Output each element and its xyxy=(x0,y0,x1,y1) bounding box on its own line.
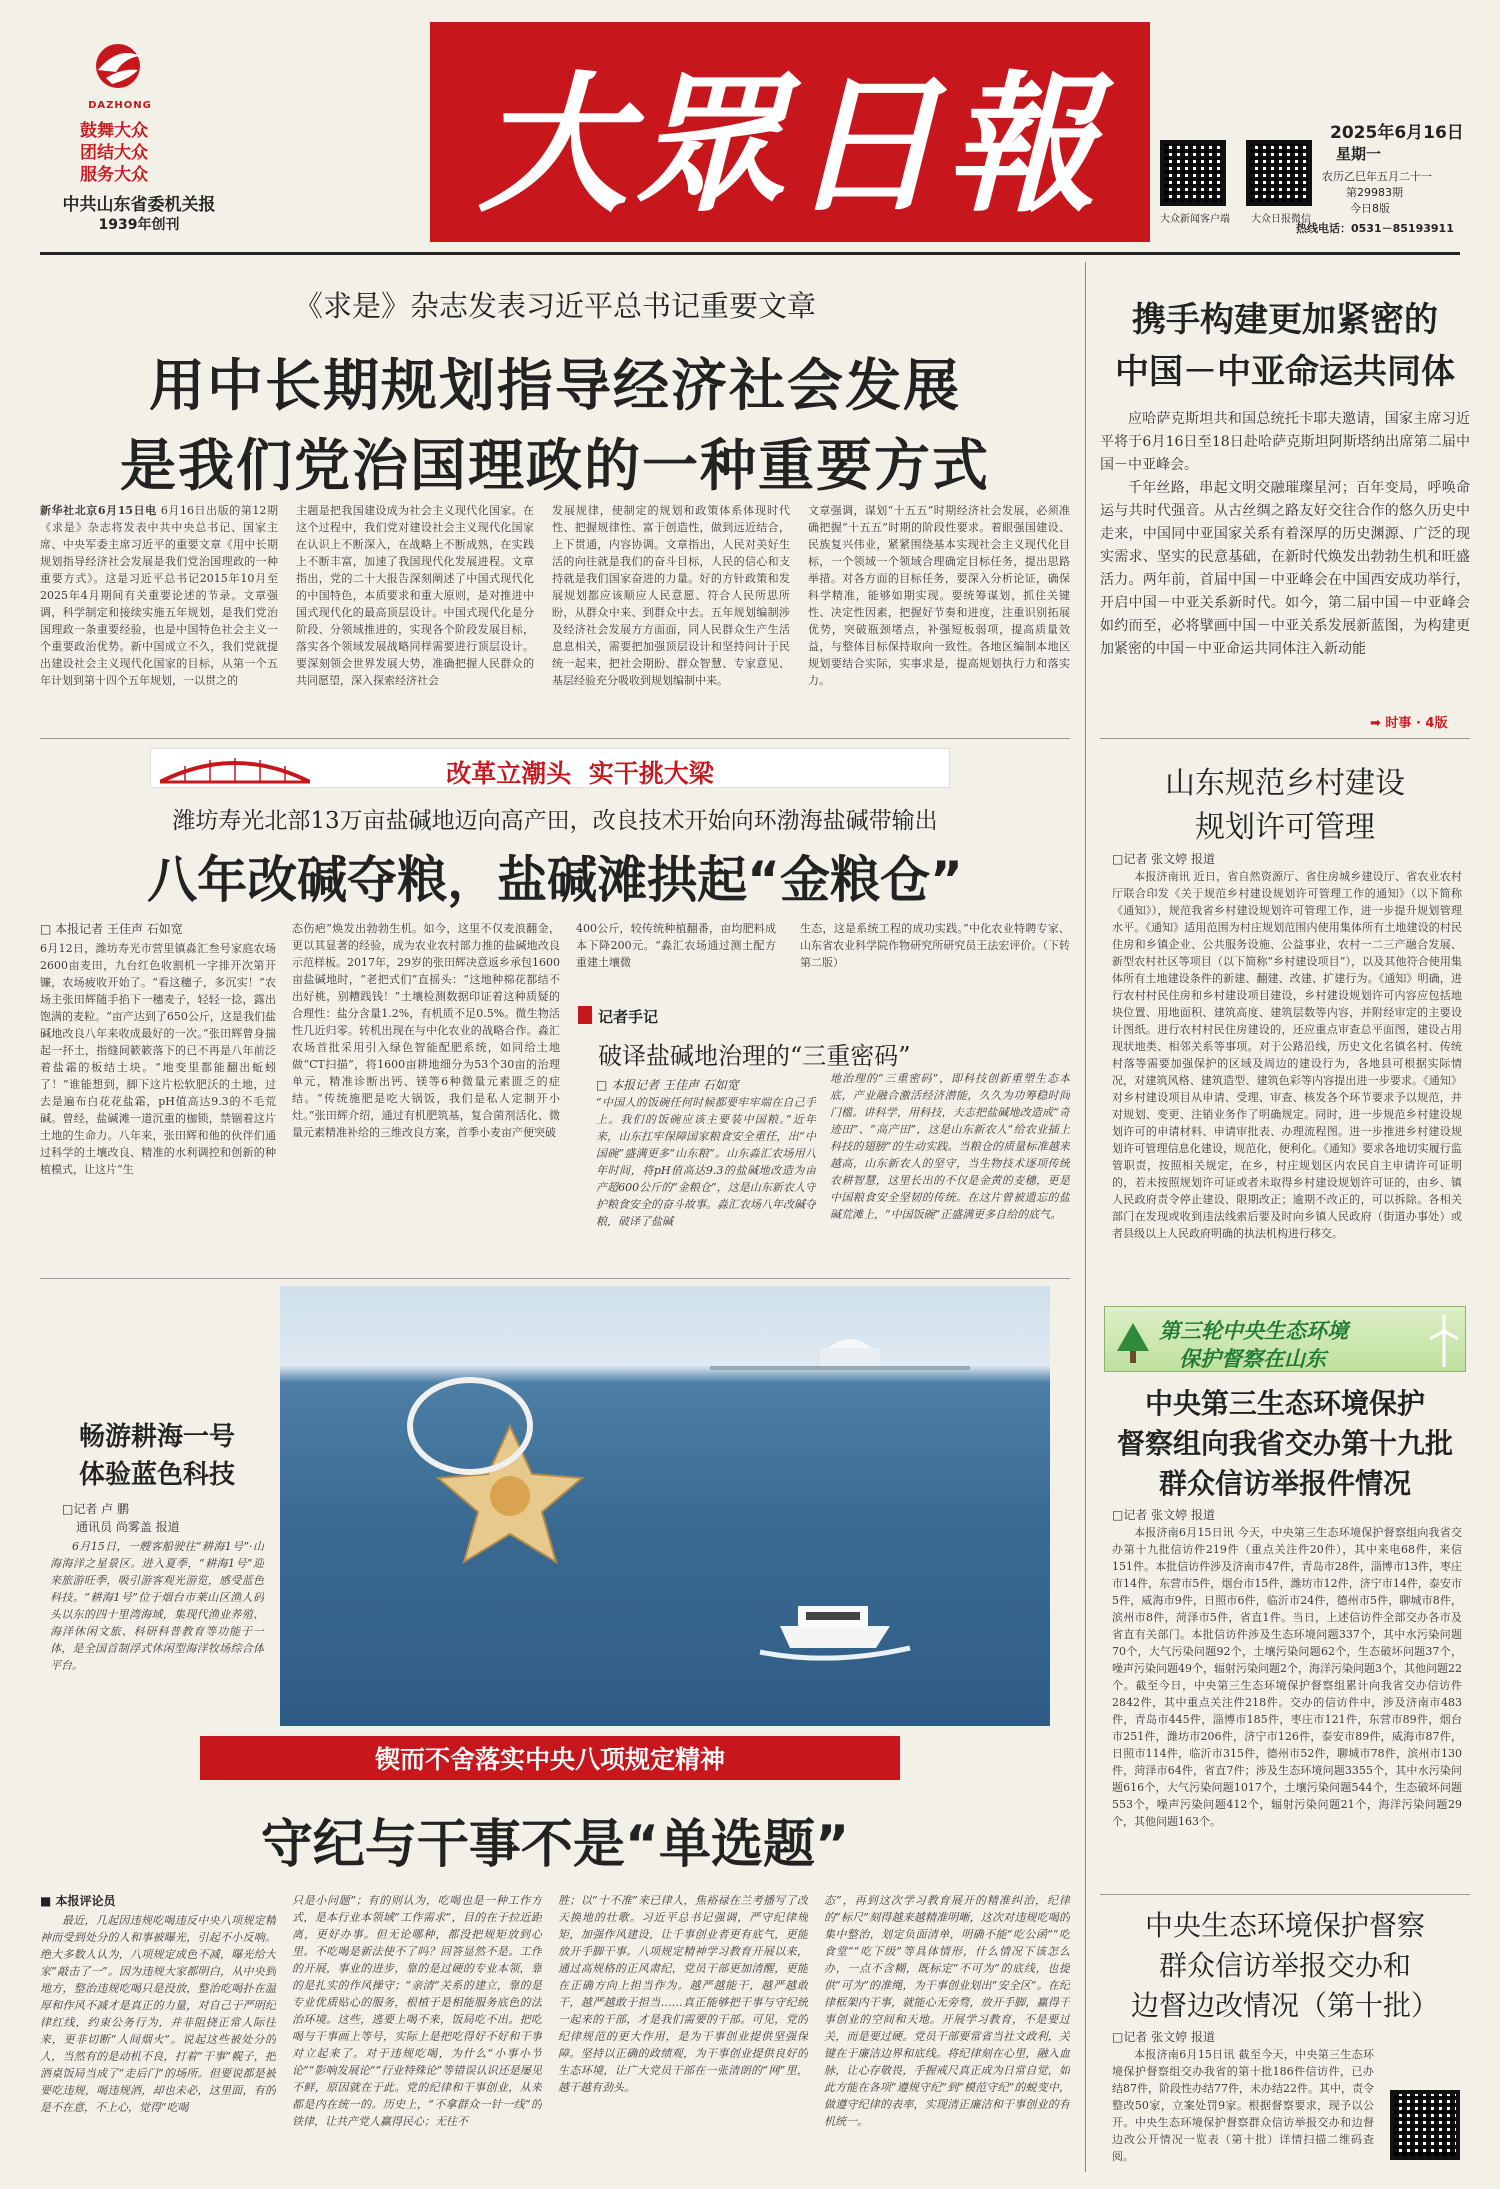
note-title: 破译盐碱地治理的“三重密码” xyxy=(598,1042,911,1070)
rural-headline-1: 山东规范乡村建设 xyxy=(1165,766,1405,801)
right-top-p2: 千年丝路，串起文明交融璀璨星河；百年变局，呼唤命运与共时代强音。从古丝绸之路友好交往合作的悠久历史中走来，中国同中亚国家关系有着深厚的历史渊源、广泛的现实需求、坚实的民意基础，在新时代焕发出勃勃生机和旺盛活力。两年前，首届中国－中亚峰会在中国西安成功举行，开启中国－中亚关系新时代。如今，第二届中国－中亚峰会如约而至，必将擘画中国－中亚关系发展新蓝图，为构建更加紧密的中国－中亚命运共同体注入新动能 xyxy=(1100,480,1470,657)
lead-kicker: 《求是》杂志发表习近平总书记重要文章 xyxy=(293,289,816,323)
logo-text: DAZHONG xyxy=(88,100,152,111)
rural-headline-2: 规划许可管理 xyxy=(1195,810,1375,845)
tree-icon xyxy=(1113,1321,1153,1365)
reform-banner-text: 改革立潮头 实干挑大梁 xyxy=(446,759,714,788)
ocean-headline-1: 畅游耕海一号 xyxy=(78,1422,235,1452)
eco1-byline: □记者 张文婷 报道 xyxy=(1112,1508,1215,1522)
founded-year: 1939年创刊 xyxy=(98,217,180,233)
eco-tag xyxy=(1104,1306,1466,1372)
lunar-date: 农历乙巳年五月二十一 xyxy=(1322,170,1432,183)
discipline-byline: ■ 本报评论员 xyxy=(40,1894,116,1908)
right-top-jump[interactable]: ➡ 时事 · 4版 xyxy=(1370,716,1448,731)
lead-article xyxy=(40,262,1070,732)
lead-dateline: 新华社北京6月15日电 xyxy=(40,504,157,517)
nameplate-title: 大眾日報 xyxy=(477,57,1102,233)
note-byline: □ 本报记者 王佳声 石如宽 xyxy=(596,1078,739,1092)
reform-col-2: 态伤疤”焕发出勃勃生机。如今，这里不仅麦浪翻金，更以其显著的经验，成为农业农村部力推的盐碱地改良示范样板。2017年，29岁的张田辉决意返乡承包1600亩盐碱地时，“老把式们”直摇头：“这地种棉花都结不出好桃，别糟践钱！”土壤检测数据印证着这种质疑的合理性：盐分含量1.2%，有机质不足0.5%。微生物活性几近归零。转机出现在与中化农业的战略合作。淼汇农场首批采用引入绿色智能配肥系统，如同给土地做“CT扫描”，将1600亩耕地细分为53个30亩的治理单元，精准诊断出钙、镁等6种微量元素匮乏的症结。“传统施肥是吃大锅饭，我们是私人定制开小灶。”张田辉介绍，通过有机肥筑基，复合菌剂活化、微量元素精准补给的三维改良方案，首季小麦亩产便突破 xyxy=(292,922,560,1139)
page-count: 今日8版 xyxy=(1350,202,1390,215)
reform-col-3: 400公斤，较传统种植翻番，亩均肥料成本下降200元。“淼汇农场通过测土配方重建土壤微 xyxy=(576,922,776,969)
discipline-section xyxy=(40,1736,1070,2176)
discipline-col-2: 只是小问题”；有的则认为，吃喝也是一种工作方式，是本行业本领域“工作需求”，目的在于拉近距离，更好办事。但无论哪种，都没把规矩放到心里。不吃喝是新法使不了吗？回答显然不是。工作的开展，事业的进步，靠的是过硬的专业本领，靠的是扎实的作风操守；“亲清”关系的建立，靠的是专业优质贴心的服务，根植于是相能服务底色的法治环境。这些，逃要上喝不来，饭局吃不出。把吃喝与干事画上等号，实际上是把吃得好不好和干事对立起来了。对于违规吃喝，为什么“小事小节论”“影响发展论”“行业特殊论”等错误认识还是屡见不鲜，原因就在于此。党的纪律和干事创业，从来都是内在统一的。历史上，“不拿群众一针一线”的铁律，让共产党人赢得民心；无往不 xyxy=(292,1894,542,2128)
discipline-banner: 锲而不舍落实中央八项规定精神 xyxy=(200,1736,900,1780)
note-label: 记者手记 xyxy=(598,1008,659,1026)
eco1-article xyxy=(1100,1376,1470,1891)
slogan-2: 团结大众 xyxy=(80,143,148,163)
masthead-rule xyxy=(40,252,1460,255)
lead-col-1: 新华社北京6月15日电 6月16日出版的第12期《求是》杂志将发表中共中央总书记、国家主席、中央军委主席习近平的重要文章《用中长期规划指导经济社会发展是我们党治国理政的一种重要方式》。这是习近平总书记2015年10月至2025年4月期间有关重要论述的节录。文章强调，科学制定和接续实施五年规划，是我们党治国理政一条重要经验，也是中国特色社会主义一个重要政治优势。新中国成立不久，我们党就提出建设社会主义现代化国家的目标，从第一个五年计划到第十四个五年规划，一以贯之的 xyxy=(40,504,278,687)
right-top-article xyxy=(1100,262,1470,732)
ocean-scene-image xyxy=(280,1286,1050,1726)
eco2-text: 本报济南6月15日讯 截至今天，中央第三生态环境保护督察组交办我省的第十批186件信访件，已办结87件，阶段性办结77件，未办结22件。其中，责令整改50家，立案处罚9家。根据督察要求，现予以公开。中央生态环境保护督察群众信访举报交办和边督边改公开情况一览表（第十批）详情扫描二维码查阅。 xyxy=(1112,2048,1374,2163)
eco2-article xyxy=(1100,1898,1470,2180)
eco1-headline-3: 群众信访举报件情况 xyxy=(1158,1467,1411,1500)
right-top-headline-2: 中国－中亚命运共同体 xyxy=(1115,352,1455,392)
rural-byline: □记者 张文婷 报道 xyxy=(1112,852,1215,866)
right-column-rule xyxy=(1085,262,1086,2172)
note-col-2: 地治理的“三重密码”，即科技创新重塑生态本底，产业融合激活经济潜能，久久为功筹稳时间门槛。讲科学，用科技，夫志把盐碱地改造成“奇迹田”、“高产田”，这是山东新农人“给农业插上科技的翅膀”的生动实践。当粮仓的质量标准越来越高，山东新农人的坚守，当生物技术逐项传统农耕智慧，这里长出的不仅是金黄的麦穗，更是中国粮食安全坚韧的传统。在这片曾被遗忘的盐碱荒滩上，“中国饭碗”正盛满更多自给的底气。 xyxy=(830,1072,1070,1221)
eco2-byline: □记者 张文婷 报道 xyxy=(1112,2030,1215,2044)
right-top-text xyxy=(1100,408,1470,698)
right-top-divider xyxy=(1100,738,1470,739)
note-col-1: “中国人的饭碗任何时候都要牢牢端在自己手上。我们的饭碗应该主要装中国粮。”近年来，山东扛牢保障国家粮食安全重任，出“中国碗”盛满更多“山东粮”。山东淼汇农场用八年时间，将pH值高达9.3的盐碱地改造为亩产超600公斤的“金粮仓”，这是山东新农人守护粮食安全的奋斗故事。淼汇农场八年改碱夺粮，破译了盐碱 xyxy=(596,1096,816,1228)
slogan-3: 服务大众 xyxy=(80,165,148,185)
qr2-label: 大众日报微信 xyxy=(1251,214,1311,225)
issue-number: 第29983期 xyxy=(1346,186,1403,199)
qr-code-wechat[interactable] xyxy=(1246,140,1312,206)
lead-divider xyxy=(40,738,1070,739)
reform-headline: 八年改碱夺粮，盐碱滩拱起“金粮仓” xyxy=(147,851,963,909)
eco2-headline-3: 边督边改情况（第十批） xyxy=(1130,1989,1439,2022)
note-flag-icon xyxy=(578,1006,592,1024)
lead-headline-1: 用中长期规划指导经济社会发展 xyxy=(149,354,961,419)
reform-byline: □ 本报记者 王佳声 石如宽 xyxy=(40,922,183,936)
eco1-headline-2: 督察组向我省交办第十九批 xyxy=(1116,1427,1453,1460)
ocean-photo xyxy=(280,1286,1050,1726)
ocean-byline-1: □记者 卢 鹏 xyxy=(62,1502,129,1516)
issue-date: 2025年6月16日 xyxy=(1330,123,1464,143)
discipline-headline: 守纪与干事不是“单选题” xyxy=(260,1815,850,1875)
eco1-divider xyxy=(1100,1894,1470,1895)
ocean-headline-2: 体验蓝色科技 xyxy=(78,1460,235,1490)
bridge-icon xyxy=(160,750,310,786)
qr-code-client[interactable] xyxy=(1160,140,1226,206)
eco-tag-line-2: 保护督察在山东 xyxy=(1179,1347,1326,1371)
reform-col-4: 生态，这是系统工程的成功实践。”中化农业特聘专家、山东省农业科学院作物研究所研究员王法宏评价。（下转第二版） xyxy=(800,922,1070,969)
right-top-headline-1: 携手构建更加紧密的 xyxy=(1132,300,1438,340)
rural-text: 本报济南讯 近日，省自然资源厅、省住房城乡建设厅、省农业农村厅联合印发《关于规范乡村建设规划许可管理工作的通知》（以下简称《通知》），规范我省乡村建设规划许可管理工作，进一步提升规划管理水平。《通知》适用范围为村庄规划范围内使用集体所有土地建设的村民住房和乡镇企业、公共服务设施、公益事业，农村一二三产融合发展、新型农村社区等项目（以下简称“乡村建设项目”），以及其他符合使用集体所有土地建设条件的新建、翻建、改建、扩建行为。《通知》明确，进行农村村民住房和乡村建设项目建设，乡村建设规划许可内容应包括地块位置、用地面积、建筑高度、建筑层数等内容，并附经审定的主要设计图纸。进行农村村民住房建设的，还应重点审查总平面图，建设占用现状地类、相邻关系等事项。对于公路沿线，历史文化名镇名村、传统村落等需要加强保护的区域及周边的建设行为，各地县可根据实际情况，对建筑风格、建筑造型、建筑色彩等内容提出进一步要求。《通知》对乡村建设项目从申请、受理、审查、核发各个环节要求予以规范，并对规划、变更、注销业务作了明确规定。同时，进一步规范乡村建设规划许可的申请材料、申请审批表、办理流程图。进一步推进乡村建设规划许可管理信息化建设，规范化，便利化。《通知》要求各地切实履行监管职责，按照相关规定，在乡，村庄规划区内农民自主申请许可证明的，若未按照规划许可证或者未取得乡村建设规划许可证的，由乡、镇人民政府责令停止建设、限期改正；逾期不改正的，可以拆除。各相关部门在发现或收到违法线索后要及时向乡镇人民政府（街道办事处）或者县级以上人民政府明确的执法机构进行移交。 xyxy=(1112,870,1462,1240)
lead-col-4: 文章强调，谋划“十五五”时期经济社会发展，必须准确把握“十五五”时期的阶段性要求。着眼强国建设、民族复兴伟业，紧紧围绕基本实现社会主义现代化目标，一个领域一个领域合理确定目标任务，提出思路举措。对各方面的目标任务，要深入分析论证，确保科学精准，能够如期实现。要统筹谋划，抓住关键性、决定性因素，把握好节奏和进度，注重识别拓展优势，突破瓶颈堵点，补强短板弱项，提高质量效益，与整体目标保持取向一致性。各地区编制本地区规划要结合实际，实事求是，提高规划执行力和落实力。 xyxy=(808,504,1070,687)
masthead xyxy=(0,0,1500,255)
hotline: 热线电话：0531－85193911 xyxy=(1296,222,1454,235)
rural-article xyxy=(1100,744,1470,1299)
eco1-text: 本报济南6月15日讯 今天，中央第三生态环境保护督察组向我省交办第十九批信访件219件（重点关注件20件），其中来电68件，来信151件。本批信访件涉及济南市47件，青岛市28件，淄博市13件，枣庄市14件，东营市5件，烟台市15件，潍坊市12件，济宁市14件，泰安市5件，威海市9件，日照市6件，临沂市24件，德州市5件，聊城市8件，滨州市8件，菏泽市5件，省直1件。当日，上述信访件全部交办各市及省直有关部门。本批信访件涉及生态环境问题337个，其中水污染问题70个，大气污染问题92个，土壤污染问题62个，生态破坏问题37个，噪声污染问题49个，辐射污染问题2个，海洋污染问题3个，其他问题22个。截至今日，中央第三生态环境保护督察组累计向我省交办信访件2842件，其中重点关注件218件。交办的信访件中，涉及济南市483件，青岛市445件，淄博市185件，枣庄市121件，东营市89件，烟台市251件，潍坊市206件，济宁市126件，泰安市89件，威海市87件，日照市114件，临沂市315件，德州市52件，聊城市78件，滨州市130件，菏泽市64件，省直7件；涉及生态环境问题3355个，其中水污染问题616个，大气污染问题1017个，土壤污染问题544个，生态破坏问题553个，噪声污染问题412个，辐射污染问题21个，海洋污染问题29个，其他问题163个。 xyxy=(1112,1526,1462,1828)
ocean-byline-2: 通讯员 尚雾盖 报道 xyxy=(76,1520,180,1534)
wind-turbine-icon xyxy=(1427,1313,1461,1367)
ocean-text-box xyxy=(40,1286,274,1726)
weekday: 星期一 xyxy=(1336,145,1382,163)
lead-headline-2: 是我们党治国理政的一种重要方式 xyxy=(120,434,990,499)
eco2-headline-1: 中央生态环境保护督察 xyxy=(1144,1909,1425,1942)
reform-kicker: 潍坊寿光北部13万亩盐碱地迈向高产田，改良技术开始向环渤海盐碱带输出 xyxy=(172,808,938,834)
dazhong-logo-icon xyxy=(88,40,148,98)
discipline-col-1: 最近，几起因违规吃喝违反中央八项规定精神而受到处分的人和事被曝光，引起不小反响。绝大多数人认为，八项规定成色不减，曝光给大家“敲击了一”。因为违规大家都明白，从中央到地方，整治违规吃喝只是没放，整治吃喝扑在温厚和作风不减才是真正的力量，对自己于严明纪律红线，约束公务行为，并非阻挠正常人际往来，更非切断“人间烟火”。说起这些被处分的人，当然有的是动机不良，打着“干事”幌子，把酒桌饭局当成了“走后门”的场所。但要说都是被要吃违规，喝违规酒，却也未必，这里面，有的是不在意，不上心，觉得“吃喝 xyxy=(40,1914,276,2114)
discipline-col-4: 态”，再到这次学习教育展开的精准纠治，纪律的“标尺”刻得越来越精准明晰，这次对违规吃喝的集中整治，划定负面清单，明确不能“吃公函”“吃食堂”“吃下级”等具体情形，什么情况下该怎么办，一点不含糊，既标定“不可为”的底线，也提供“可为”的准绳，为干事创业划出“安全区”。在纪律框架内干事，就能心无旁骛，放开手脚，赢得干事创业的空间和天地。开展学习教育，不是要过关，而是要过硬。党员干部要常省当社文政利，关键在于廉洁边界和底线。将纪律刻在心里，融入血脉，让心存敬畏，手握戒尺真正成为日常自觉，如此方能在各项“遵规守纪”到“模范守纪”的蜕变中，做遵守纪律的表率，实现清正廉洁和干事创业的有机统一。 xyxy=(824,1894,1070,2128)
eco2-headline-2: 群众信访举报交办和 xyxy=(1158,1949,1411,1982)
eco1-headline-1: 中央第三生态环境保护 xyxy=(1144,1387,1425,1420)
discipline-col-3: 胜；以“十不准”来已律人，焦裕禄在兰考播写了改天换地的壮歌。习近平总书记强调，严守纪律规矩，加强作风建设，让千事创业者更有底气，更能放开手脚干事。八项规定精神学习教育开展以来，通过高规格的正风肃纪，党员干部更加清醒，更能在正确方向上担当作为。越严越能干，越严越敢干，越严越敢于担当……真正能够把干事与守纪统一起来的干部，才是我们需要的干部。可见，党的纪律规范的更大作用，是为干事创业提供坚强保障。坚持以正确的政绩观，为干事创业提供良好的生态环境，让广大党员干部在一张清朗的“网”里，越干越有劲头。 xyxy=(558,1894,808,2094)
eco-tag-line-1: 第三轮中央生态环境 xyxy=(1159,1319,1348,1343)
qr1-label: 大众新闻客户端 xyxy=(1160,214,1230,225)
reform-section xyxy=(40,744,1070,1244)
ocean-text: 6月15日，一艘客船驶往“耕海1号”·山海海洋之星景区。进入夏季，“耕海1号”迎来旅游旺季，吸引游客观光游览，感受蓝色科技。“耕海1号”位于烟台市莱山区渔人码头以东的四十里湾海域，集现代渔业养殖、海洋休闲文旅、科研科普教育等功能于一体，是全国首制浮式休闲型海洋牧场综合体平台。 xyxy=(50,1540,264,1672)
lead-col-2: 主题是把我国建设成为社会主义现代化国家。在这个过程中，我们党对建设社会主义现代化国家在认识上不断深入，在战略上不断成熟，在实践上不断丰富，加速了我国现代化发展进程。文章指出，党的二十大报告深刻阐述了中国式现代化的中国特色，本质要求和重大原则，是对推进中国式现代化的最高顶层设计。中国式现代化是分阶段、分领域推进的，实现各个阶段发展目标，落实各个领域发展战略同样需要进行顶层设计。要深刻领会世界发展大势，准确把握人民群众的共同愿望，深入探索经济社会 xyxy=(296,504,534,687)
org-name: 中共山东省委机关报 xyxy=(62,195,216,215)
reform-divider xyxy=(40,1278,1070,1279)
reform-col-1: 6月12日，潍坊寿光市营里镇淼汇叁号家庭农场2600亩麦田，九台红色收割机一字排开次第开镰，农场疲收开始了。“看这穗子，多沉实！”农场主张田辉随手掐下一穗麦子，轻轻一捻，露出饱满的麦粒。“亩产达到了650公斤，这是我们盐碱地改良八年来收成最好的一次。”张田辉曾身揣起一抔土，指缝间簌簌落下的已不再是八年前泛着盐霜的板结土块。“地变里都能翻出蚯蚓了！”谁能想到，脚下这片松软肥沃的土地，过去是遍布白花花盐霜，pH值高达9.3的不毛荒碱。曾经，盐碱滩一道沉重的枷锁，禁锢着这片土地的生命力。八年来，张田辉和他的伙伴们通过科学的土壤改良、精准的水利调控和创新的种植模式，让这片“生 xyxy=(40,942,276,1176)
lead-col-3: 发展规律，使制定的规划和政策体系体现时代性、把握规律性、富于创造性，做到远近结合，上下贯通，内容协调。文章指出，人民对美好生活的向往就是我们的奋斗目标，人民的信心和支持就是我们国家奋进的力量。好的方针政策和发展规划都应该顺应人民意愿、符合人民所思所盼，从群众中来、到群众中去。五年规划编制涉及经济社会发展方方面面，同人民群众生产生活息息相关，需要把加强顶层设计和坚持问计于民统一起来，把社会期盼、群众智慧、专家意见、基层经验充分吸收到规划编制中来。 xyxy=(552,504,790,687)
slogan-1: 鼓舞大众 xyxy=(80,121,148,141)
right-top-p1: 应哈萨克斯坦共和国总统托卡耶夫邀请，国家主席习近平将于6月16日至18日赴哈萨克斯坦阿斯塔纳出席第二届中国－中亚峰会。 xyxy=(1100,411,1470,473)
eco2-qr-code[interactable] xyxy=(1390,2090,1460,2160)
